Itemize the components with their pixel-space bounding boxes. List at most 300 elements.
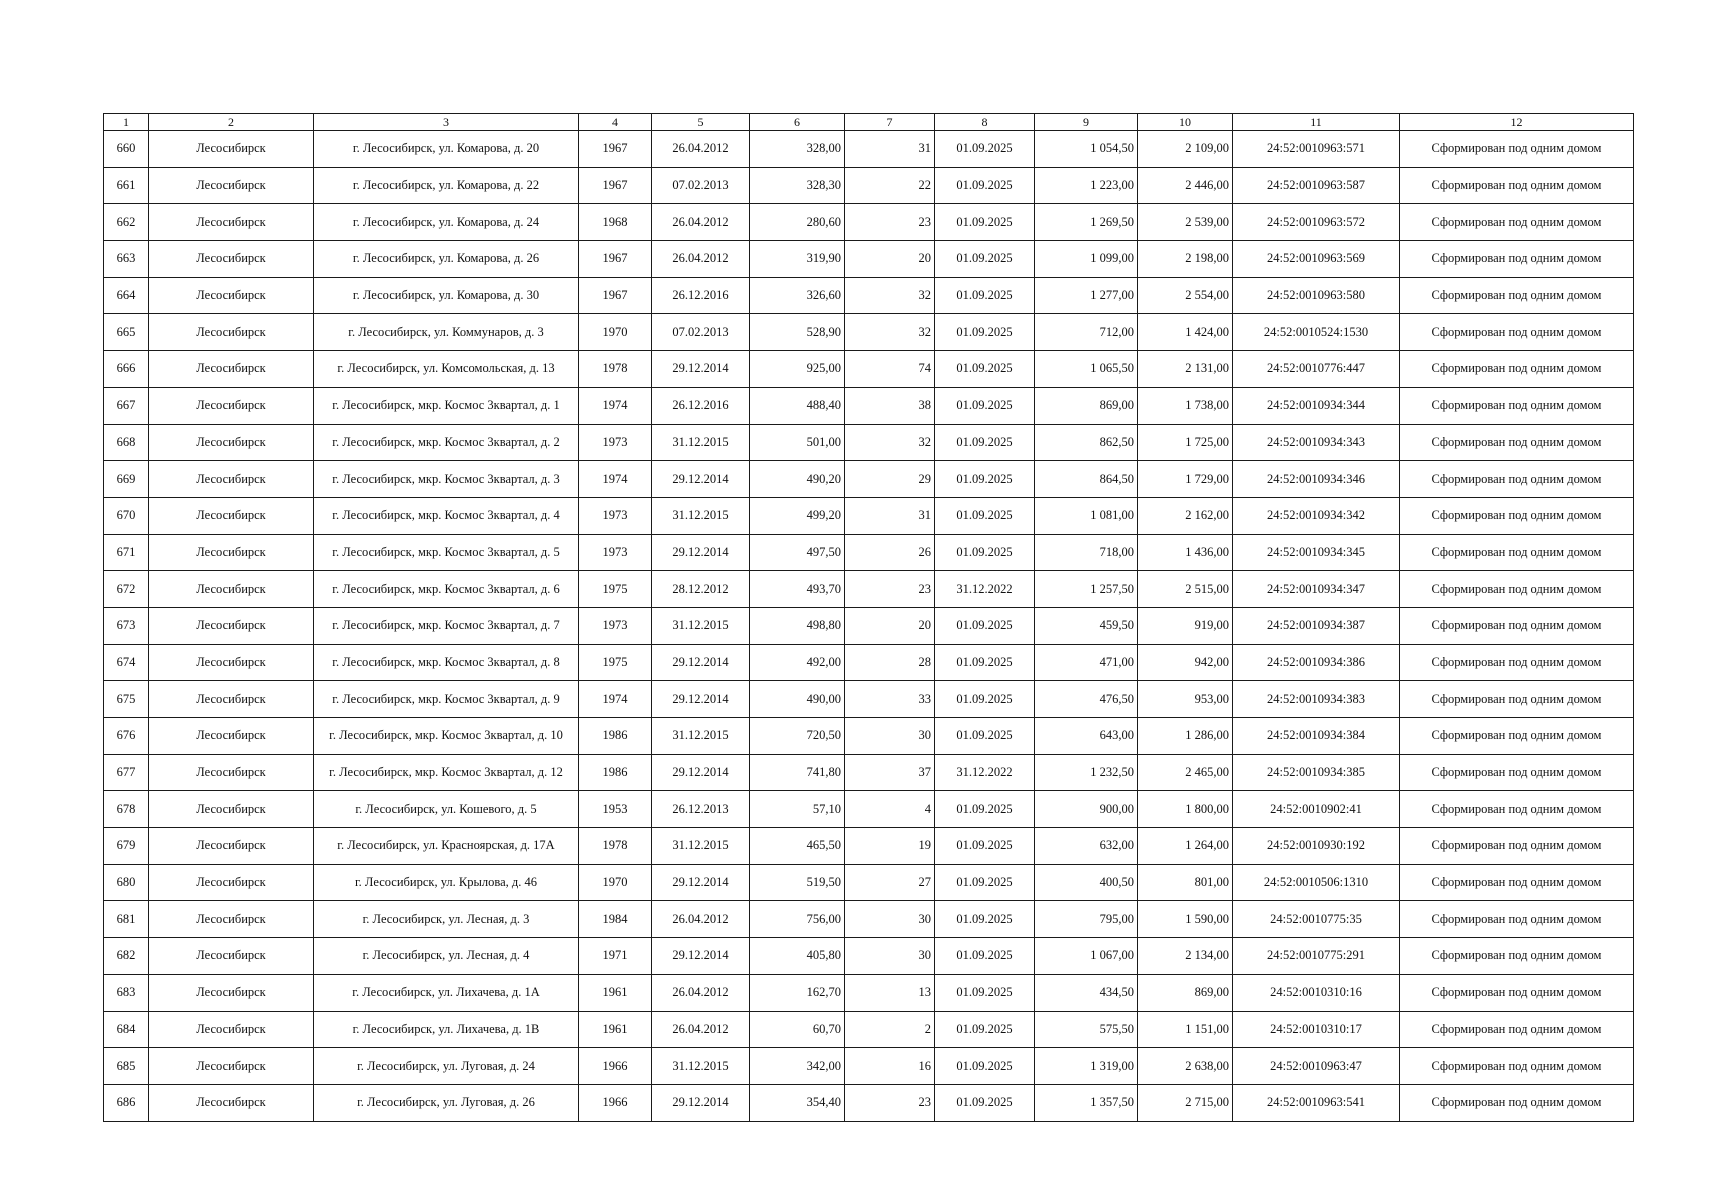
area-value: 326,60 <box>750 277 845 314</box>
deadline-date: 01.09.2025 <box>935 461 1035 498</box>
table-row <box>104 938 1634 975</box>
table-row <box>104 607 1634 644</box>
row-number: 667 <box>104 387 149 424</box>
row-number: 672 <box>104 571 149 608</box>
build-year: 1974 <box>579 387 652 424</box>
status-text: Сформирован под одним домом <box>1400 754 1634 791</box>
city-name: Лесосибирск <box>149 241 314 278</box>
build-year: 1986 <box>579 718 652 755</box>
city-name: Лесосибирск <box>149 607 314 644</box>
status-text: Сформирован под одним домом <box>1400 424 1634 461</box>
total-value: 2 715,00 <box>1138 1084 1233 1121</box>
build-year: 1961 <box>579 1011 652 1048</box>
address: г. Лесосибирск, ул. Луговая, д. 26 <box>314 1084 579 1121</box>
build-year: 1966 <box>579 1084 652 1121</box>
table-row <box>104 828 1634 865</box>
count-value: 31 <box>845 131 935 168</box>
price-value: 900,00 <box>1035 791 1138 828</box>
area-value: 492,00 <box>750 644 845 681</box>
status-text: Сформирован под одним домом <box>1400 167 1634 204</box>
status-text: Сформирован под одним домом <box>1400 901 1634 938</box>
cadastral-number: 24:52:0010934:342 <box>1233 497 1400 534</box>
table-body <box>104 131 1634 1122</box>
deadline-date: 01.09.2025 <box>935 314 1035 351</box>
count-value: 32 <box>845 314 935 351</box>
table-row <box>104 497 1634 534</box>
date: 29.12.2014 <box>652 938 750 975</box>
deadline-date: 01.09.2025 <box>935 974 1035 1011</box>
city-name: Лесосибирск <box>149 131 314 168</box>
deadline-date: 01.09.2025 <box>935 791 1035 828</box>
deadline-date: 01.09.2025 <box>935 828 1035 865</box>
address: г. Лесосибирск, ул. Комарова, д. 24 <box>314 204 579 241</box>
build-year: 1967 <box>579 241 652 278</box>
table-row <box>104 241 1634 278</box>
price-value: 400,50 <box>1035 864 1138 901</box>
column-header: 5 <box>652 114 750 131</box>
city-name: Лесосибирск <box>149 204 314 241</box>
table-row <box>104 644 1634 681</box>
deadline-date: 01.09.2025 <box>935 241 1035 278</box>
row-number: 662 <box>104 204 149 241</box>
total-value: 2 162,00 <box>1138 497 1233 534</box>
deadline-date: 01.09.2025 <box>935 607 1035 644</box>
build-year: 1967 <box>579 131 652 168</box>
cadastral-number: 24:52:0010934:346 <box>1233 461 1400 498</box>
count-value: 30 <box>845 901 935 938</box>
cadastral-number: 24:52:0010902:41 <box>1233 791 1400 828</box>
address: г. Лесосибирск, мкр. Космос 3квартал, д. 5 <box>314 534 579 571</box>
cadastral-number: 24:52:0010310:16 <box>1233 974 1400 1011</box>
deadline-date: 01.09.2025 <box>935 167 1035 204</box>
address: г. Лесосибирск, мкр. Космос 3квартал, д. 6 <box>314 571 579 608</box>
address: г. Лесосибирск, ул. Лесная, д. 3 <box>314 901 579 938</box>
cadastral-number: 24:52:0010934:383 <box>1233 681 1400 718</box>
build-year: 1975 <box>579 644 652 681</box>
count-value: 4 <box>845 791 935 828</box>
address: г. Лесосибирск, мкр. Космос 3квартал, д. 3 <box>314 461 579 498</box>
build-year: 1966 <box>579 1048 652 1085</box>
table-row <box>104 424 1634 461</box>
table-row <box>104 314 1634 351</box>
city-name: Лесосибирск <box>149 424 314 461</box>
cadastral-number: 24:52:0010963:47 <box>1233 1048 1400 1085</box>
area-value: 490,00 <box>750 681 845 718</box>
deadline-date: 01.09.2025 <box>935 424 1035 461</box>
status-text: Сформирован под одним домом <box>1400 938 1634 975</box>
row-number: 666 <box>104 351 149 388</box>
deadline-date: 01.09.2025 <box>935 277 1035 314</box>
table-row <box>104 277 1634 314</box>
status-text: Сформирован под одним домом <box>1400 387 1634 424</box>
count-value: 31 <box>845 497 935 534</box>
total-value: 2 134,00 <box>1138 938 1233 975</box>
status-text: Сформирован под одним домом <box>1400 644 1634 681</box>
address: г. Лесосибирск, мкр. Космос 3квартал, д. 12 <box>314 754 579 791</box>
column-header: 10 <box>1138 114 1233 131</box>
area-value: 465,50 <box>750 828 845 865</box>
row-number: 686 <box>104 1084 149 1121</box>
price-value: 862,50 <box>1035 424 1138 461</box>
table-row <box>104 387 1634 424</box>
row-number: 668 <box>104 424 149 461</box>
cadastral-number: 24:52:0010934:344 <box>1233 387 1400 424</box>
status-text: Сформирован под одним домом <box>1400 1084 1634 1121</box>
area-value: 501,00 <box>750 424 845 461</box>
table-row <box>104 754 1634 791</box>
table-row <box>104 131 1634 168</box>
deadline-date: 01.09.2025 <box>935 387 1035 424</box>
city-name: Лесосибирск <box>149 754 314 791</box>
date: 26.04.2012 <box>652 1011 750 1048</box>
area-value: 720,50 <box>750 718 845 755</box>
cadastral-number: 24:52:0010934:384 <box>1233 718 1400 755</box>
area-value: 319,90 <box>750 241 845 278</box>
total-value: 919,00 <box>1138 607 1233 644</box>
deadline-date: 01.09.2025 <box>935 1084 1035 1121</box>
area-value: 497,50 <box>750 534 845 571</box>
build-year: 1970 <box>579 864 652 901</box>
row-number: 660 <box>104 131 149 168</box>
count-value: 37 <box>845 754 935 791</box>
build-year: 1967 <box>579 167 652 204</box>
price-value: 434,50 <box>1035 974 1138 1011</box>
city-name: Лесосибирск <box>149 681 314 718</box>
city-name: Лесосибирск <box>149 314 314 351</box>
build-year: 1973 <box>579 607 652 644</box>
status-text: Сформирован под одним домом <box>1400 974 1634 1011</box>
address: г. Лесосибирск, ул. Лесная, д. 4 <box>314 938 579 975</box>
address: г. Лесосибирск, ул. Комарова, д. 20 <box>314 131 579 168</box>
deadline-date: 01.09.2025 <box>935 681 1035 718</box>
build-year: 1986 <box>579 754 652 791</box>
date: 31.12.2015 <box>652 718 750 755</box>
build-year: 1961 <box>579 974 652 1011</box>
date: 26.04.2012 <box>652 901 750 938</box>
area-value: 328,30 <box>750 167 845 204</box>
deadline-date: 31.12.2022 <box>935 571 1035 608</box>
city-name: Лесосибирск <box>149 387 314 424</box>
column-header: 7 <box>845 114 935 131</box>
total-value: 2 109,00 <box>1138 131 1233 168</box>
build-year: 1978 <box>579 828 652 865</box>
date: 31.12.2015 <box>652 424 750 461</box>
status-text: Сформирован под одним домом <box>1400 461 1634 498</box>
area-value: 925,00 <box>750 351 845 388</box>
column-header: 12 <box>1400 114 1634 131</box>
area-value: 488,40 <box>750 387 845 424</box>
city-name: Лесосибирск <box>149 828 314 865</box>
row-number: 684 <box>104 1011 149 1048</box>
row-number: 663 <box>104 241 149 278</box>
total-value: 1 424,00 <box>1138 314 1233 351</box>
total-value: 2 465,00 <box>1138 754 1233 791</box>
total-value: 1 264,00 <box>1138 828 1233 865</box>
cadastral-number: 24:52:0010775:291 <box>1233 938 1400 975</box>
count-value: 32 <box>845 424 935 461</box>
area-value: 499,20 <box>750 497 845 534</box>
price-value: 864,50 <box>1035 461 1138 498</box>
address: г. Лесосибирск, ул. Комарова, д. 30 <box>314 277 579 314</box>
count-value: 27 <box>845 864 935 901</box>
status-text: Сформирован под одним домом <box>1400 204 1634 241</box>
price-value: 869,00 <box>1035 387 1138 424</box>
cadastral-number: 24:52:0010963:541 <box>1233 1084 1400 1121</box>
total-value: 1 590,00 <box>1138 901 1233 938</box>
price-value: 1 223,00 <box>1035 167 1138 204</box>
date: 29.12.2014 <box>652 754 750 791</box>
column-header: 6 <box>750 114 845 131</box>
area-value: 756,00 <box>750 901 845 938</box>
city-name: Лесосибирск <box>149 1048 314 1085</box>
cadastral-number: 24:52:0010506:1310 <box>1233 864 1400 901</box>
status-text: Сформирован под одним домом <box>1400 1011 1634 1048</box>
deadline-date: 01.09.2025 <box>935 644 1035 681</box>
table-row <box>104 167 1634 204</box>
address: г. Лесосибирск, мкр. Космос 3квартал, д. 9 <box>314 681 579 718</box>
date: 29.12.2014 <box>652 351 750 388</box>
table-row <box>104 791 1634 828</box>
total-value: 2 131,00 <box>1138 351 1233 388</box>
address: г. Лесосибирск, мкр. Космос 3квартал, д. 7 <box>314 607 579 644</box>
total-value: 953,00 <box>1138 681 1233 718</box>
build-year: 1974 <box>579 461 652 498</box>
table-row <box>104 718 1634 755</box>
price-value: 712,00 <box>1035 314 1138 351</box>
total-value: 1 725,00 <box>1138 424 1233 461</box>
address: г. Лесосибирск, ул. Красноярская, д. 17А <box>314 828 579 865</box>
date: 26.04.2012 <box>652 241 750 278</box>
city-name: Лесосибирск <box>149 1084 314 1121</box>
area-value: 342,00 <box>750 1048 845 1085</box>
cadastral-number: 24:52:0010775:35 <box>1233 901 1400 938</box>
area-value: 162,70 <box>750 974 845 1011</box>
date: 26.04.2012 <box>652 974 750 1011</box>
address: г. Лесосибирск, ул. Крылова, д. 46 <box>314 864 579 901</box>
date: 29.12.2014 <box>652 534 750 571</box>
status-text: Сформирован под одним домом <box>1400 351 1634 388</box>
address: г. Лесосибирск, ул. Комсомольская, д. 13 <box>314 351 579 388</box>
city-name: Лесосибирск <box>149 277 314 314</box>
count-value: 74 <box>845 351 935 388</box>
table-row <box>104 534 1634 571</box>
count-value: 29 <box>845 461 935 498</box>
row-number: 679 <box>104 828 149 865</box>
row-number: 673 <box>104 607 149 644</box>
area-value: 280,60 <box>750 204 845 241</box>
date: 31.12.2015 <box>652 607 750 644</box>
price-value: 1 232,50 <box>1035 754 1138 791</box>
row-number: 678 <box>104 791 149 828</box>
city-name: Лесосибирск <box>149 644 314 681</box>
build-year: 1984 <box>579 901 652 938</box>
row-number: 661 <box>104 167 149 204</box>
address: г. Лесосибирск, ул. Луговая, д. 24 <box>314 1048 579 1085</box>
column-header: 8 <box>935 114 1035 131</box>
date: 29.12.2014 <box>652 461 750 498</box>
address: г. Лесосибирск, ул. Комарова, д. 22 <box>314 167 579 204</box>
row-number: 665 <box>104 314 149 351</box>
date: 26.12.2013 <box>652 791 750 828</box>
cadastral-number: 24:52:0010310:17 <box>1233 1011 1400 1048</box>
total-value: 2 446,00 <box>1138 167 1233 204</box>
city-name: Лесосибирск <box>149 1011 314 1048</box>
cadastral-number: 24:52:0010963:569 <box>1233 241 1400 278</box>
count-value: 38 <box>845 387 935 424</box>
status-text: Сформирован под одним домом <box>1400 277 1634 314</box>
table-row <box>104 901 1634 938</box>
cadastral-number: 24:52:0010524:1530 <box>1233 314 1400 351</box>
cadastral-number: 24:52:0010776:447 <box>1233 351 1400 388</box>
row-number: 674 <box>104 644 149 681</box>
table-row <box>104 681 1634 718</box>
column-header: 11 <box>1233 114 1400 131</box>
column-header: 3 <box>314 114 579 131</box>
count-value: 16 <box>845 1048 935 1085</box>
cadastral-number: 24:52:0010963:587 <box>1233 167 1400 204</box>
count-value: 33 <box>845 681 935 718</box>
price-value: 1 269,50 <box>1035 204 1138 241</box>
row-number: 680 <box>104 864 149 901</box>
cadastral-number: 24:52:0010934:386 <box>1233 644 1400 681</box>
count-value: 23 <box>845 571 935 608</box>
cadastral-number: 24:52:0010934:347 <box>1233 571 1400 608</box>
cadastral-number: 24:52:0010963:571 <box>1233 131 1400 168</box>
total-value: 2 198,00 <box>1138 241 1233 278</box>
table-row <box>104 204 1634 241</box>
total-value: 869,00 <box>1138 974 1233 1011</box>
city-name: Лесосибирск <box>149 167 314 204</box>
total-value: 942,00 <box>1138 644 1233 681</box>
row-number: 683 <box>104 974 149 1011</box>
row-number: 670 <box>104 497 149 534</box>
count-value: 13 <box>845 974 935 1011</box>
address: г. Лесосибирск, мкр. Космос 3квартал, д. 8 <box>314 644 579 681</box>
status-text: Сформирован под одним домом <box>1400 1048 1634 1085</box>
total-value: 1 151,00 <box>1138 1011 1233 1048</box>
city-name: Лесосибирск <box>149 864 314 901</box>
table-row <box>104 571 1634 608</box>
date: 07.02.2013 <box>652 314 750 351</box>
row-number: 685 <box>104 1048 149 1085</box>
price-value: 476,50 <box>1035 681 1138 718</box>
total-value: 2 515,00 <box>1138 571 1233 608</box>
count-value: 30 <box>845 718 935 755</box>
cadastral-number: 24:52:0010963:580 <box>1233 277 1400 314</box>
build-year: 1973 <box>579 424 652 461</box>
total-value: 1 729,00 <box>1138 461 1233 498</box>
build-year: 1968 <box>579 204 652 241</box>
city-name: Лесосибирск <box>149 718 314 755</box>
build-year: 1975 <box>579 571 652 608</box>
price-value: 1 081,00 <box>1035 497 1138 534</box>
price-value: 1 099,00 <box>1035 241 1138 278</box>
cadastral-number: 24:52:0010934:343 <box>1233 424 1400 461</box>
city-name: Лесосибирск <box>149 534 314 571</box>
deadline-date: 01.09.2025 <box>935 534 1035 571</box>
total-value: 1 286,00 <box>1138 718 1233 755</box>
total-value: 801,00 <box>1138 864 1233 901</box>
date: 31.12.2015 <box>652 828 750 865</box>
date: 29.12.2014 <box>652 1084 750 1121</box>
area-value: 741,80 <box>750 754 845 791</box>
area-value: 354,40 <box>750 1084 845 1121</box>
city-name: Лесосибирск <box>149 974 314 1011</box>
city-name: Лесосибирск <box>149 461 314 498</box>
build-year: 1973 <box>579 534 652 571</box>
price-value: 575,50 <box>1035 1011 1138 1048</box>
price-value: 1 067,00 <box>1035 938 1138 975</box>
column-number-row <box>104 114 1634 131</box>
document-page <box>103 113 1633 1122</box>
status-text: Сформирован под одним домом <box>1400 571 1634 608</box>
status-text: Сформирован под одним домом <box>1400 607 1634 644</box>
area-value: 528,90 <box>750 314 845 351</box>
build-year: 1970 <box>579 314 652 351</box>
count-value: 23 <box>845 1084 935 1121</box>
date: 26.12.2016 <box>652 277 750 314</box>
area-value: 519,50 <box>750 864 845 901</box>
deadline-date: 01.09.2025 <box>935 351 1035 388</box>
address: г. Лесосибирск, ул. Коммунаров, д. 3 <box>314 314 579 351</box>
count-value: 19 <box>845 828 935 865</box>
date: 29.12.2014 <box>652 681 750 718</box>
date: 31.12.2015 <box>652 497 750 534</box>
status-text: Сформирован под одним домом <box>1400 314 1634 351</box>
deadline-date: 31.12.2022 <box>935 754 1035 791</box>
status-text: Сформирован под одним домом <box>1400 791 1634 828</box>
table-row <box>104 461 1634 498</box>
date: 26.04.2012 <box>652 204 750 241</box>
row-number: 669 <box>104 461 149 498</box>
city-name: Лесосибирск <box>149 571 314 608</box>
date: 28.12.2012 <box>652 571 750 608</box>
price-value: 1 277,00 <box>1035 277 1138 314</box>
count-value: 23 <box>845 204 935 241</box>
status-text: Сформирован под одним домом <box>1400 534 1634 571</box>
cadastral-number: 24:52:0010934:387 <box>1233 607 1400 644</box>
table-row <box>104 1011 1634 1048</box>
count-value: 22 <box>845 167 935 204</box>
count-value: 28 <box>845 644 935 681</box>
count-value: 20 <box>845 241 935 278</box>
price-value: 1 257,50 <box>1035 571 1138 608</box>
area-value: 328,00 <box>750 131 845 168</box>
row-number: 664 <box>104 277 149 314</box>
deadline-date: 01.09.2025 <box>935 497 1035 534</box>
date: 29.12.2014 <box>652 864 750 901</box>
address: г. Лесосибирск, ул. Комарова, д. 26 <box>314 241 579 278</box>
column-header: 1 <box>104 114 149 131</box>
total-value: 1 800,00 <box>1138 791 1233 828</box>
area-value: 60,70 <box>750 1011 845 1048</box>
table-row <box>104 1048 1634 1085</box>
total-value: 2 539,00 <box>1138 204 1233 241</box>
cadastral-number: 24:52:0010934:385 <box>1233 754 1400 791</box>
deadline-date: 01.09.2025 <box>935 864 1035 901</box>
cadastral-number: 24:52:0010930:192 <box>1233 828 1400 865</box>
total-value: 1 436,00 <box>1138 534 1233 571</box>
status-text: Сформирован под одним домом <box>1400 718 1634 755</box>
date: 29.12.2014 <box>652 644 750 681</box>
count-value: 2 <box>845 1011 935 1048</box>
price-value: 718,00 <box>1035 534 1138 571</box>
status-text: Сформирован под одним домом <box>1400 497 1634 534</box>
address: г. Лесосибирск, ул. Лихачева, д. 1А <box>314 974 579 1011</box>
cadastral-number: 24:52:0010963:572 <box>1233 204 1400 241</box>
deadline-date: 01.09.2025 <box>935 1048 1035 1085</box>
area-value: 493,70 <box>750 571 845 608</box>
